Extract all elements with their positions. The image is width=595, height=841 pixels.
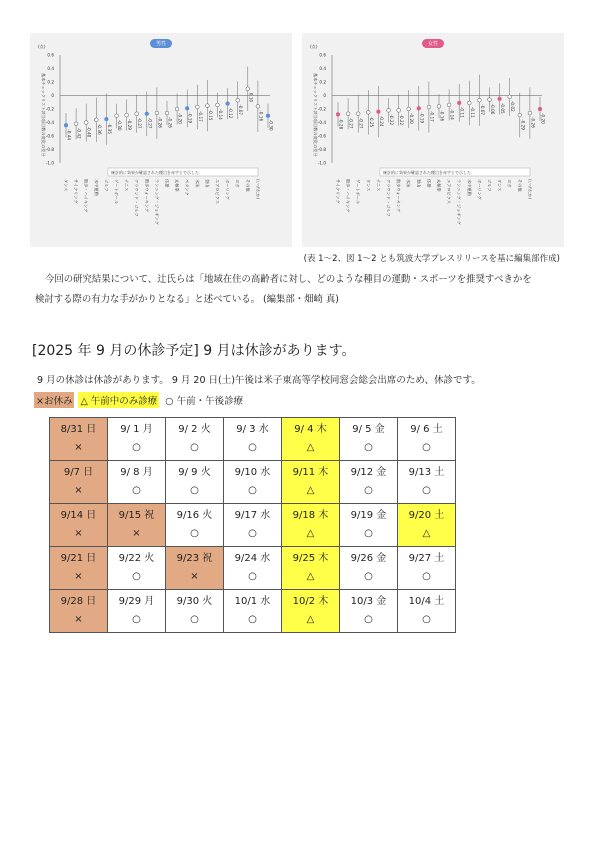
data-point [478, 98, 482, 102]
y-tick-label: -1.0 [45, 160, 54, 166]
data-label: -0.29 [127, 119, 133, 130]
data-point [366, 110, 370, 114]
figure-female [302, 33, 564, 247]
data-point [84, 121, 88, 125]
data-label: -0.06 [490, 103, 495, 115]
day-status-mark: ○ [364, 485, 373, 496]
day-date: 9/22 火 [118, 553, 155, 564]
y-axis-label: 基本チェックリスト該当項目数の変化の差分 [41, 73, 46, 157]
day-status-mark: ○ [190, 485, 199, 496]
day-status-mark: △ [306, 614, 315, 625]
calendar-day [340, 418, 398, 461]
day-date: 9/7 日 [63, 467, 94, 478]
day-date: 9/29 月 [118, 596, 155, 607]
figure-male-plot [30, 33, 292, 247]
data-label: -0.20 [177, 113, 183, 124]
y-tick-label: 0.4 [319, 66, 326, 71]
data-point [74, 122, 78, 126]
category-label: (いずれか) [527, 179, 533, 200]
category-label: 散歩ウォーキング [144, 179, 150, 213]
data-point [125, 113, 129, 117]
day-date: 9/25 木 [292, 553, 329, 564]
category-label: ゲートボール [355, 179, 361, 205]
body-line: 検討する際の有力な手がかりとなる」と述べている。 (編集部・畑崎 真) [35, 294, 339, 305]
body-line: 今回の研究結果について、辻氏らは「地域在住の高齢者に対し、どのような種目の運動・スポーツを推奨すべきかを [45, 274, 532, 285]
data-point [175, 107, 179, 111]
category-label: ダンス [497, 179, 503, 192]
day-status-mark: × [74, 485, 83, 496]
day-status-mark: ○ [132, 442, 141, 453]
y-tick-label: -0.8 [317, 147, 326, 152]
category-label: ボーリング [225, 179, 231, 200]
calendar-day [108, 418, 166, 461]
day-status-mark: ○ [364, 528, 373, 539]
source-note: (表 1〜2、図 1〜2 とも筑波大学プレスリリースを基に編集部作成) [303, 254, 560, 264]
y-tick-label: 0 [323, 93, 326, 98]
data-point [417, 106, 421, 110]
data-label: -0.11 [459, 106, 465, 118]
calendar-day [224, 461, 282, 504]
day-status-mark: ○ [422, 485, 431, 496]
day-status-mark: △ [306, 442, 315, 453]
category-label: (いずれか) [255, 179, 261, 200]
category-label: ランニング・ジョギング [154, 179, 160, 225]
data-point [256, 104, 260, 108]
data-label: -0.42 [76, 127, 82, 139]
data-point [105, 117, 109, 121]
category-label: テニス [375, 179, 381, 192]
day-status-mark: △ [306, 485, 315, 496]
day-date: 9/ 5 金 [352, 424, 385, 435]
category-label: 太極拳 [436, 179, 442, 192]
y-axis-label: 基本チェックリスト該当項目数の変化の差分 [313, 73, 318, 157]
day-date: 9/11 木 [292, 467, 329, 478]
category-label: ペタンク [184, 179, 190, 196]
day-date: 9/21 日 [60, 553, 97, 564]
figure-female-plot [302, 33, 564, 247]
calendar-week [50, 461, 456, 504]
data-label: -0.44 [66, 129, 72, 141]
day-status-mark: ○ [190, 528, 199, 539]
category-label: ダンス [63, 179, 69, 192]
data-point [115, 114, 119, 118]
day-date: 9/ 2 火 [178, 424, 211, 435]
category-label: 水中運動 [93, 179, 99, 196]
category-label: 水泳 [194, 179, 200, 188]
y-tick-label: -0.2 [45, 106, 54, 112]
category-label: ヨガ [235, 179, 241, 188]
category-label: ゲートボール [114, 179, 119, 205]
data-label: -0.27 [348, 117, 354, 129]
data-label: -0.30 [117, 119, 122, 131]
day-status-mark: △ [306, 528, 315, 539]
category-label: ゴルフ [103, 179, 109, 192]
day-status-mark: × [74, 528, 83, 539]
calendar-week [50, 547, 456, 590]
data-point [377, 110, 381, 114]
data-point [346, 112, 350, 116]
data-label: -0.29 [520, 119, 526, 130]
day-date: 9/14 日 [60, 510, 97, 521]
category-label: サイクリング [73, 179, 79, 204]
day-status-mark: × [74, 442, 83, 453]
closure-notice: 9 月の休診は休診があります。 9 月 20 日(土)午後は米子東高等学校同窓会総会出席のため、休診です。 [37, 375, 481, 386]
y-tick-label: 0.6 [47, 52, 54, 58]
legend-full-day: ○ 午前・午後診療 [165, 396, 244, 407]
day-status-mark: ○ [132, 571, 141, 582]
day-date: 9/10 水 [234, 467, 271, 478]
calendar-day [282, 590, 340, 633]
day-status-mark: △ [306, 571, 315, 582]
calendar-week [50, 590, 456, 633]
data-label: -0.14 [449, 108, 455, 120]
note-text: 統計的に効果が確認された種目を赤字とで示した [111, 170, 199, 175]
y-tick-label: 0.2 [319, 79, 326, 85]
category-label: その他 [245, 179, 251, 192]
day-date: 9/30 火 [176, 596, 213, 607]
category-label: テニス [124, 179, 130, 192]
category-label: 体操 [426, 179, 432, 188]
data-label: -0.07 [479, 104, 485, 116]
day-status-mark: ○ [132, 485, 141, 496]
y-unit: (点) [310, 44, 318, 49]
data-point [488, 98, 492, 102]
day-date: 9/28 日 [60, 596, 97, 607]
day-status-mark: × [190, 571, 199, 582]
data-point [457, 101, 461, 105]
data-label: -0.05 [500, 102, 506, 114]
y-tick-label: 0 [51, 93, 54, 98]
category-label: グラウンド・ゴルフ [134, 179, 140, 217]
y-tick-label: -0.6 [45, 133, 54, 139]
calendar-day [108, 590, 166, 633]
calendar-day [282, 461, 340, 504]
data-point [336, 113, 340, 117]
data-point [185, 106, 189, 110]
category-label: グラウンド・ゴルフ [386, 179, 391, 217]
data-point [216, 103, 220, 107]
day-date: 9/27 土 [408, 553, 445, 564]
category-label: ゴルフ [487, 179, 492, 192]
calendar-day [50, 418, 108, 461]
category-label: エアロビクス [446, 179, 452, 205]
category-label: その他 [517, 179, 523, 192]
data-point [135, 112, 139, 116]
calendar-day [50, 547, 108, 590]
category-label: エアロビクス [215, 179, 220, 205]
category-label: 登山 [204, 179, 210, 188]
data-point [226, 102, 230, 106]
day-status-mark: ○ [422, 614, 431, 625]
day-date: 9/ 9 火 [178, 467, 211, 478]
data-label: -0.20 [409, 113, 415, 124]
data-label: -0.30 [268, 119, 274, 131]
calendar-day [224, 418, 282, 461]
data-label: -0.12 [228, 107, 234, 119]
calendar-day [398, 504, 456, 547]
day-status-mark: ○ [364, 442, 373, 453]
day-status-mark: ○ [248, 442, 257, 453]
data-label: -0.28 [338, 118, 344, 130]
calendar-day [224, 547, 282, 590]
data-point [528, 111, 532, 115]
calendar-day [340, 461, 398, 504]
y-tick-label: 0.6 [319, 52, 326, 58]
data-label: -0.22 [389, 114, 394, 126]
day-date: 9/20 土 [408, 510, 445, 521]
calendar-day [340, 504, 398, 547]
y-tick-label: -0.4 [45, 120, 54, 125]
y-tick-label: -0.2 [317, 106, 326, 112]
day-status-mark: △ [422, 528, 431, 539]
data-label: -0.19 [419, 112, 425, 124]
category-label: 散歩・ハイキング [345, 179, 351, 213]
data-point [64, 123, 68, 127]
day-status-mark: ○ [248, 485, 257, 496]
data-label: -0.17 [197, 110, 203, 122]
day-date: 9/23 祝 [176, 553, 213, 564]
day-status-mark: ○ [132, 614, 141, 625]
day-date: 9/16 火 [176, 510, 213, 521]
data-point [236, 98, 240, 102]
data-point [387, 108, 391, 112]
calendar-day [108, 547, 166, 590]
data-point [407, 107, 411, 111]
day-date: 9/ 3 水 [236, 424, 269, 435]
data-label: 0.10 [248, 92, 254, 103]
figure-badge: 女性 [422, 39, 444, 48]
day-status-mark: ○ [422, 571, 431, 582]
calendar-day [398, 418, 456, 461]
calendar-day [282, 504, 340, 547]
day-date: 9/24 水 [234, 553, 271, 564]
day-status-mark: × [132, 528, 141, 539]
day-status-mark: ○ [364, 614, 373, 625]
data-point [356, 112, 360, 116]
calendar-day [166, 504, 224, 547]
calendar-day [340, 590, 398, 633]
day-date: 10/4 土 [408, 596, 445, 607]
data-label: -0.25 [368, 116, 374, 128]
data-point [397, 108, 401, 112]
calendar-day [108, 504, 166, 547]
data-point [427, 105, 431, 109]
y-tick-label: -0.8 [45, 147, 54, 152]
day-date: 9/18 木 [292, 510, 329, 521]
calendar-legend [34, 392, 249, 408]
day-date: 9/26 金 [350, 553, 387, 564]
category-label: 散歩・ハイキング [83, 179, 89, 213]
data-label: -0.15 [207, 109, 213, 121]
data-label: -0.24 [378, 115, 384, 127]
data-label: -0.11 [469, 106, 475, 118]
data-label: -0.26 [167, 117, 173, 128]
figure-male [30, 33, 292, 247]
calendar-day [50, 504, 108, 547]
calendar-day [224, 590, 282, 633]
calendar-day [398, 590, 456, 633]
calendar-day [282, 547, 340, 590]
data-point [518, 113, 522, 117]
data-point [155, 111, 159, 115]
y-tick-label: 0.2 [47, 79, 54, 85]
data-point [498, 97, 502, 101]
category-label: サイクリング [335, 179, 341, 204]
data-point [145, 112, 149, 116]
y-unit: (点) [38, 44, 46, 49]
category-label: 登山 [416, 179, 422, 188]
day-status-mark: ○ [248, 614, 257, 625]
calendar-week [50, 504, 456, 547]
data-point [246, 87, 250, 91]
day-status-mark: ○ [190, 614, 199, 625]
data-point [467, 101, 471, 105]
y-tick-label: -1.0 [317, 160, 326, 166]
figure-badge: 男性 [150, 39, 172, 48]
calendar-day [166, 590, 224, 633]
day-status-mark: ○ [364, 571, 373, 582]
day-date: 10/1 水 [234, 596, 271, 607]
category-label: 水泳 [406, 179, 412, 188]
data-label: -0.27 [147, 117, 153, 129]
data-label: -0.19 [187, 112, 193, 124]
category-label: 太極拳 [174, 179, 180, 192]
category-label: 水中運動 [466, 179, 472, 196]
calendar-day [108, 461, 166, 504]
data-label: -0.14 [218, 108, 223, 120]
category-label: ランニング・ジョギング [456, 179, 462, 225]
calendar-week [50, 418, 456, 461]
day-date: 9/17 水 [234, 510, 271, 521]
data-point [195, 105, 199, 109]
data-label: -0.07 [238, 104, 244, 116]
day-date: 9/12 金 [350, 467, 387, 478]
y-tick-label: -0.4 [317, 120, 326, 125]
data-point [437, 104, 441, 108]
note-text: 統計的に効果が確認された種目を赤字とで示した [383, 170, 471, 175]
day-date: 9/19 金 [350, 510, 387, 521]
day-date: 8/31 日 [60, 424, 97, 435]
category-label: 体操 [164, 179, 170, 188]
day-date: 9/13 土 [408, 467, 445, 478]
data-label: -0.02 [510, 100, 516, 112]
data-label: -0.17 [429, 110, 435, 122]
article-body [35, 270, 560, 310]
data-label: -0.20 [540, 113, 546, 124]
data-label: -0.16 [258, 110, 264, 122]
data-label: -0.27 [358, 117, 364, 129]
clinic-calendar [49, 417, 456, 633]
data-point [165, 111, 169, 115]
data-label: -0.26 [530, 117, 536, 128]
data-label: -0.16 [439, 110, 445, 122]
day-date: 9/ 4 木 [294, 424, 327, 435]
day-status-mark: × [74, 614, 83, 625]
calendar-day [340, 547, 398, 590]
calendar-day [398, 461, 456, 504]
data-point [447, 103, 451, 107]
day-date: 9/15 祝 [118, 510, 155, 521]
day-date: 9/ 6 土 [410, 424, 443, 435]
calendar-day [166, 461, 224, 504]
legend-off: ×お休み [34, 392, 74, 408]
data-point [94, 118, 98, 122]
calendar-day [166, 418, 224, 461]
day-status-mark: ○ [422, 442, 431, 453]
data-label: -0.35 [106, 123, 112, 134]
calendar-day [166, 547, 224, 590]
data-label: -0.27 [137, 117, 143, 129]
day-date: 9/ 1 月 [120, 424, 153, 435]
category-label: ボーリング [476, 179, 482, 200]
data-label: -0.22 [399, 114, 405, 126]
calendar-day [50, 590, 108, 633]
day-date: 9/ 8 月 [120, 467, 153, 478]
data-label: -0.40 [86, 126, 92, 138]
calendar-day [50, 461, 108, 504]
data-point [266, 114, 270, 118]
day-date: 10/3 金 [350, 596, 387, 607]
data-point [206, 104, 210, 108]
data-point [538, 107, 542, 111]
day-status-mark: ○ [248, 571, 257, 582]
y-tick-label: -0.6 [317, 133, 326, 139]
calendar-day [224, 504, 282, 547]
category-label: ヨガ [507, 179, 513, 188]
legend-am-only: △ 午前中のみ診療 [78, 392, 159, 408]
day-date: 10/2 木 [292, 596, 329, 607]
data-label: -0.26 [157, 117, 163, 128]
data-label: -0.36 [96, 123, 102, 135]
section-heading: [2025 年 9 月の休診予定] 9 月は休診があります。 [32, 343, 356, 359]
day-status-mark: ○ [248, 528, 257, 539]
day-status-mark: × [74, 571, 83, 582]
y-tick-label: 0.4 [47, 66, 54, 71]
calendar-day [282, 418, 340, 461]
day-status-mark: ○ [190, 442, 199, 453]
category-label: ダンス [365, 179, 371, 192]
category-label: 散歩ウォーキング [396, 179, 402, 213]
data-point [508, 95, 512, 99]
calendar-day [398, 547, 456, 590]
